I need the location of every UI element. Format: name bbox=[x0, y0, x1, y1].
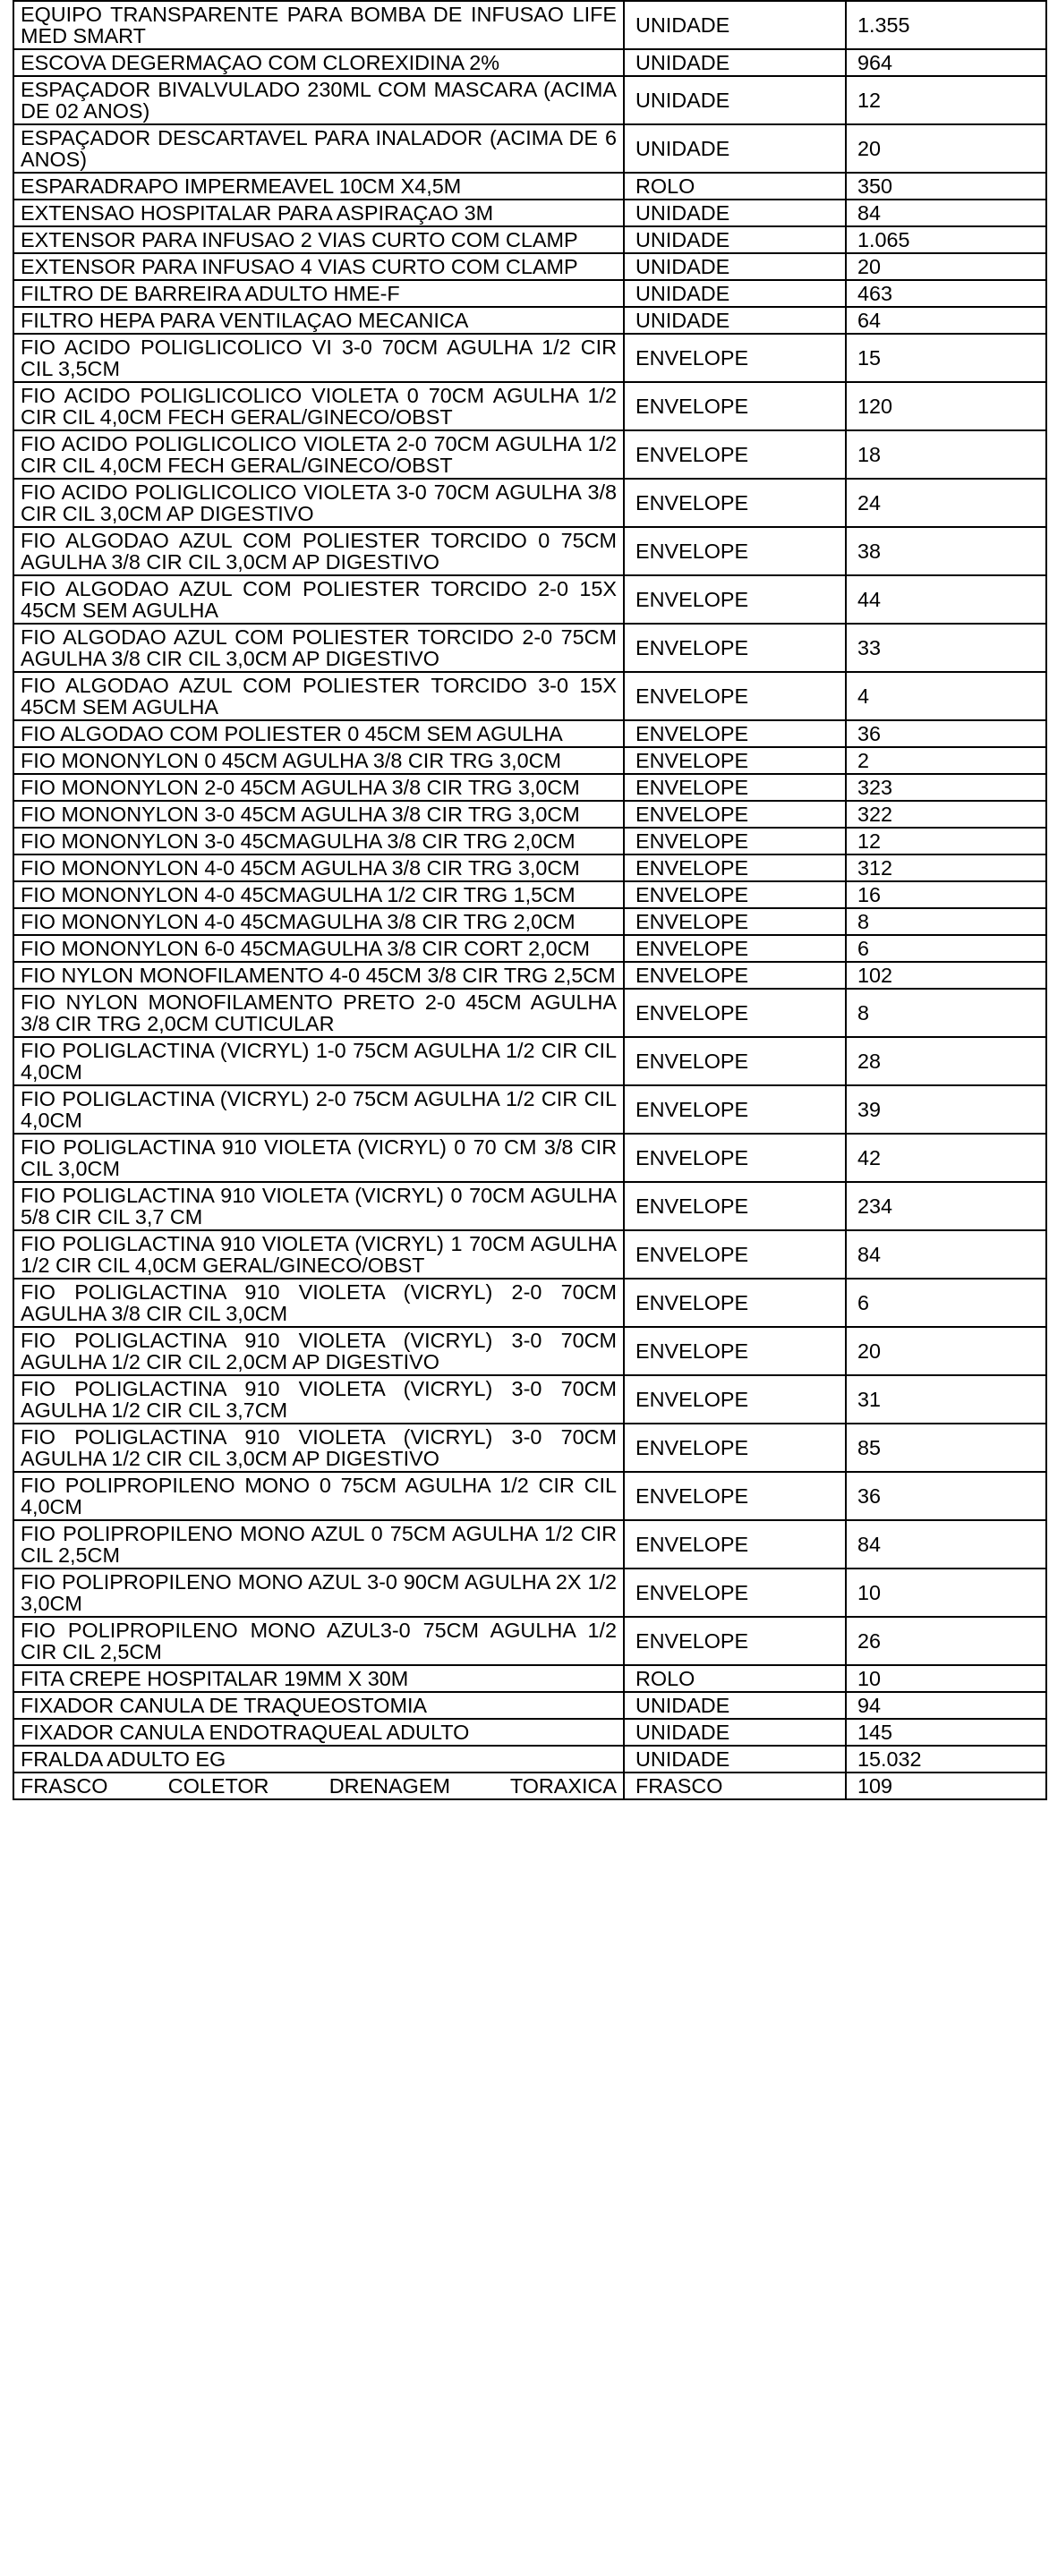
item-unit-cell: ENVELOPE bbox=[624, 672, 846, 720]
item-description-cell: FITA CREPE HOSPITALAR 19MM X 30M bbox=[13, 1665, 624, 1692]
item-description-cell: FIO ALGODAO COM POLIESTER 0 45CM SEM AGULHA bbox=[13, 720, 624, 747]
items-table-body bbox=[13, 1, 1046, 1799]
item-description-cell: FIO MONONYLON 4-0 45CMAGULHA 3/8 CIR TRG 2,0CM bbox=[13, 908, 624, 935]
item-quantity-cell: 120 bbox=[846, 382, 1046, 430]
item-unit-cell: ENVELOPE bbox=[624, 382, 846, 430]
item-quantity-cell: 15.032 bbox=[846, 1746, 1046, 1773]
item-unit-cell: ENVELOPE bbox=[624, 801, 846, 828]
table-row bbox=[13, 624, 1046, 672]
item-description-cell: FIO NYLON MONOFILAMENTO PRETO 2-0 45CM AGULHA 3/8 CIR TRG 2,0CM CUTICULAR bbox=[13, 989, 624, 1037]
item-unit-cell: UNIDADE bbox=[624, 253, 846, 280]
item-unit-cell: UNIDADE bbox=[624, 280, 846, 307]
item-quantity-cell: 42 bbox=[846, 1134, 1046, 1182]
table-row bbox=[13, 962, 1046, 989]
item-quantity-cell: 39 bbox=[846, 1085, 1046, 1134]
item-quantity-cell: 33 bbox=[846, 624, 1046, 672]
item-description-cell: FIO POLIGLACTINA 910 VIOLETA (VICRYL) 3-0 70CM AGULHA 1/2 CIR CIL 2,0CM AP DIGESTIVO bbox=[13, 1327, 624, 1375]
item-unit-cell: ENVELOPE bbox=[624, 854, 846, 881]
item-description-cell: FIO NYLON MONOFILAMENTO 4-0 45CM 3/8 CIR TRG 2,5CM bbox=[13, 962, 624, 989]
item-unit-cell: ENVELOPE bbox=[624, 1472, 846, 1520]
items-table bbox=[13, 0, 1047, 1800]
item-description-cell: FIO POLIGLACTINA (VICRYL) 2-0 75CM AGULHA 1/2 CIR CIL 4,0CM bbox=[13, 1085, 624, 1134]
item-quantity-cell: 44 bbox=[846, 575, 1046, 624]
item-description-cell: FIO ALGODAO AZUL COM POLIESTER TORCIDO 2-0 15X 45CM SEM AGULHA bbox=[13, 575, 624, 624]
item-description-cell: FIO POLIPROPILENO MONO AZUL3-0 75CM AGULHA 1/2 CIR CIL 2,5CM bbox=[13, 1617, 624, 1665]
item-unit-cell: ENVELOPE bbox=[624, 1617, 846, 1665]
item-quantity-cell: 8 bbox=[846, 908, 1046, 935]
item-unit-cell: ENVELOPE bbox=[624, 881, 846, 908]
table-row bbox=[13, 774, 1046, 801]
item-unit-cell: ENVELOPE bbox=[624, 1569, 846, 1617]
item-quantity-cell: 38 bbox=[846, 527, 1046, 575]
item-description-cell: FRALDA ADULTO EG bbox=[13, 1746, 624, 1773]
item-quantity-cell: 102 bbox=[846, 962, 1046, 989]
item-unit-cell: ENVELOPE bbox=[624, 1327, 846, 1375]
item-unit-cell: ENVELOPE bbox=[624, 962, 846, 989]
item-description-cell: FIO MONONYLON 4-0 45CMAGULHA 1/2 CIR TRG 1,5CM bbox=[13, 881, 624, 908]
item-unit-cell: ENVELOPE bbox=[624, 430, 846, 479]
item-quantity-cell: 12 bbox=[846, 828, 1046, 854]
item-quantity-cell: 4 bbox=[846, 672, 1046, 720]
table-row bbox=[13, 908, 1046, 935]
table-row bbox=[13, 1520, 1046, 1569]
table-row bbox=[13, 935, 1046, 962]
item-description-cell: FILTRO DE BARREIRA ADULTO HME-F bbox=[13, 280, 624, 307]
item-description-cell: ESPAÇADOR DESCARTAVEL PARA INALADOR (ACIMA DE 6 ANOS) bbox=[13, 124, 624, 173]
item-unit-cell: ENVELOPE bbox=[624, 1037, 846, 1085]
item-unit-cell: ENVELOPE bbox=[624, 334, 846, 382]
item-unit-cell: ENVELOPE bbox=[624, 1182, 846, 1230]
item-description-cell: FIO POLIGLACTINA 910 VIOLETA (VICRYL) 1 70CM AGULHA 1/2 CIR CIL 4,0CM GERAL/GINECO/OBST bbox=[13, 1230, 624, 1279]
item-unit-cell: ENVELOPE bbox=[624, 1085, 846, 1134]
item-description-cell: FIO ACIDO POLIGLICOLICO VIOLETA 2-0 70CM AGULHA 1/2 CIR CIL 4,0CM FECH GERAL/GINECO/OBST bbox=[13, 430, 624, 479]
item-quantity-cell: 24 bbox=[846, 479, 1046, 527]
item-unit-cell: UNIDADE bbox=[624, 1719, 846, 1746]
item-unit-cell: UNIDADE bbox=[624, 307, 846, 334]
item-description-cell: FIO POLIGLACTINA 910 VIOLETA (VICRYL) 3-0 70CM AGULHA 1/2 CIR CIL 3,7CM bbox=[13, 1375, 624, 1424]
item-description-cell: FIXADOR CANULA DE TRAQUEOSTOMIA bbox=[13, 1692, 624, 1719]
item-description-cell: FIO POLIGLACTINA 910 VIOLETA (VICRYL) 0 70CM AGULHA 5/8 CIR CIL 3,7 CM bbox=[13, 1182, 624, 1230]
item-unit-cell: ENVELOPE bbox=[624, 479, 846, 527]
table-row bbox=[13, 527, 1046, 575]
item-description-cell: FIO POLIPROPILENO MONO AZUL 3-0 90CM AGULHA 2X 1/2 3,0CM bbox=[13, 1569, 624, 1617]
table-row bbox=[13, 1617, 1046, 1665]
item-quantity-cell: 8 bbox=[846, 989, 1046, 1037]
table-row bbox=[13, 672, 1046, 720]
item-description-cell: FIO ALGODAO AZUL COM POLIESTER TORCIDO 3-0 15X 45CM SEM AGULHA bbox=[13, 672, 624, 720]
item-quantity-cell: 6 bbox=[846, 935, 1046, 962]
item-description-cell: FIO ACIDO POLIGLICOLICO VIOLETA 3-0 70CM AGULHA 3/8 CIR CIL 3,0CM AP DIGESTIVO bbox=[13, 479, 624, 527]
item-quantity-cell: 15 bbox=[846, 334, 1046, 382]
item-description-cell: EXTENSOR PARA INFUSAO 4 VIAS CURTO COM CLAMP bbox=[13, 253, 624, 280]
item-unit-cell: ENVELOPE bbox=[624, 1230, 846, 1279]
item-quantity-cell: 20 bbox=[846, 253, 1046, 280]
item-unit-cell: ENVELOPE bbox=[624, 720, 846, 747]
item-unit-cell: FRASCO bbox=[624, 1773, 846, 1799]
item-description-cell: FIO MONONYLON 3-0 45CMAGULHA 3/8 CIR TRG 2,0CM bbox=[13, 828, 624, 854]
item-quantity-cell: 64 bbox=[846, 307, 1046, 334]
item-quantity-cell: 350 bbox=[846, 173, 1046, 200]
item-unit-cell: ENVELOPE bbox=[624, 1424, 846, 1472]
item-unit-cell: ENVELOPE bbox=[624, 747, 846, 774]
item-description-cell: FIO MONONYLON 2-0 45CM AGULHA 3/8 CIR TRG 3,0CM bbox=[13, 774, 624, 801]
table-row bbox=[13, 307, 1046, 334]
item-unit-cell: UNIDADE bbox=[624, 1746, 846, 1773]
item-quantity-cell: 109 bbox=[846, 1773, 1046, 1799]
item-unit-cell: ENVELOPE bbox=[624, 774, 846, 801]
item-quantity-cell: 26 bbox=[846, 1617, 1046, 1665]
item-quantity-cell: 12 bbox=[846, 76, 1046, 124]
item-quantity-cell: 84 bbox=[846, 200, 1046, 226]
item-unit-cell: ENVELOPE bbox=[624, 1134, 846, 1182]
table-row bbox=[13, 1230, 1046, 1279]
item-unit-cell: ENVELOPE bbox=[624, 1279, 846, 1327]
item-unit-cell: UNIDADE bbox=[624, 124, 846, 173]
item-description-cell: FILTRO HEPA PARA VENTILAÇAO MECANICA bbox=[13, 307, 624, 334]
table-row bbox=[13, 1327, 1046, 1375]
table-row bbox=[13, 382, 1046, 430]
item-quantity-cell: 2 bbox=[846, 747, 1046, 774]
table-row bbox=[13, 226, 1046, 253]
item-quantity-cell: 36 bbox=[846, 1472, 1046, 1520]
table-row bbox=[13, 200, 1046, 226]
table-row bbox=[13, 801, 1046, 828]
item-quantity-cell: 145 bbox=[846, 1719, 1046, 1746]
item-description-cell: FIO POLIGLACTINA (VICRYL) 1-0 75CM AGULHA 1/2 CIR CIL 4,0CM bbox=[13, 1037, 624, 1085]
table-row bbox=[13, 1375, 1046, 1424]
item-description-cell: FIO POLIGLACTINA 910 VIOLETA (VICRYL) 3-0 70CM AGULHA 1/2 CIR CIL 3,0CM AP DIGESTIVO bbox=[13, 1424, 624, 1472]
item-description-cell: EXTENSAO HOSPITALAR PARA ASPIRAÇAO 3M bbox=[13, 200, 624, 226]
item-quantity-cell: 312 bbox=[846, 854, 1046, 881]
table-row bbox=[13, 575, 1046, 624]
item-quantity-cell: 234 bbox=[846, 1182, 1046, 1230]
item-description-cell: FRASCO COLETOR DRENAGEM TORAXICA bbox=[13, 1773, 624, 1799]
item-quantity-cell: 28 bbox=[846, 1037, 1046, 1085]
item-description-cell: FIO POLIPROPILENO MONO 0 75CM AGULHA 1/2 CIR CIL 4,0CM bbox=[13, 1472, 624, 1520]
table-row bbox=[13, 989, 1046, 1037]
item-unit-cell: ROLO bbox=[624, 1665, 846, 1692]
item-quantity-cell: 31 bbox=[846, 1375, 1046, 1424]
item-unit-cell: UNIDADE bbox=[624, 226, 846, 253]
item-unit-cell: ENVELOPE bbox=[624, 1520, 846, 1569]
item-unit-cell: UNIDADE bbox=[624, 49, 846, 76]
item-unit-cell: UNIDADE bbox=[624, 1, 846, 49]
table-row bbox=[13, 1692, 1046, 1719]
item-quantity-cell: 322 bbox=[846, 801, 1046, 828]
table-row bbox=[13, 854, 1046, 881]
item-description-cell: FIXADOR CANULA ENDOTRAQUEAL ADULTO bbox=[13, 1719, 624, 1746]
item-quantity-cell: 16 bbox=[846, 881, 1046, 908]
table-row bbox=[13, 881, 1046, 908]
item-quantity-cell: 964 bbox=[846, 49, 1046, 76]
item-quantity-cell: 6 bbox=[846, 1279, 1046, 1327]
item-quantity-cell: 18 bbox=[846, 430, 1046, 479]
item-quantity-cell: 323 bbox=[846, 774, 1046, 801]
table-row bbox=[13, 1085, 1046, 1134]
item-unit-cell: ENVELOPE bbox=[624, 935, 846, 962]
item-unit-cell: ENVELOPE bbox=[624, 1375, 846, 1424]
item-quantity-cell: 36 bbox=[846, 720, 1046, 747]
item-description-cell: FIO MONONYLON 0 45CM AGULHA 3/8 CIR TRG 3,0CM bbox=[13, 747, 624, 774]
item-unit-cell: UNIDADE bbox=[624, 76, 846, 124]
item-description-cell: FIO MONONYLON 3-0 45CM AGULHA 3/8 CIR TRG 3,0CM bbox=[13, 801, 624, 828]
table-row bbox=[13, 1569, 1046, 1617]
table-row bbox=[13, 124, 1046, 173]
table-row bbox=[13, 76, 1046, 124]
table-row bbox=[13, 280, 1046, 307]
item-unit-cell: ENVELOPE bbox=[624, 828, 846, 854]
table-row bbox=[13, 253, 1046, 280]
item-quantity-cell: 20 bbox=[846, 124, 1046, 173]
item-description-cell: ESPARADRAPO IMPERMEAVEL 10CM X4,5M bbox=[13, 173, 624, 200]
table-row bbox=[13, 1746, 1046, 1773]
item-unit-cell: UNIDADE bbox=[624, 1692, 846, 1719]
item-quantity-cell: 1.065 bbox=[846, 226, 1046, 253]
item-quantity-cell: 10 bbox=[846, 1665, 1046, 1692]
item-quantity-cell: 85 bbox=[846, 1424, 1046, 1472]
item-description-cell: FIO MONONYLON 6-0 45CMAGULHA 3/8 CIR CORT 2,0CM bbox=[13, 935, 624, 962]
item-unit-cell: ROLO bbox=[624, 173, 846, 200]
item-unit-cell: UNIDADE bbox=[624, 200, 846, 226]
table-row bbox=[13, 1472, 1046, 1520]
item-quantity-cell: 94 bbox=[846, 1692, 1046, 1719]
table-row bbox=[13, 1182, 1046, 1230]
item-description-cell: FIO POLIGLACTINA 910 VIOLETA (VICRYL) 0 70 CM 3/8 CIR CIL 3,0CM bbox=[13, 1134, 624, 1182]
item-unit-cell: ENVELOPE bbox=[624, 989, 846, 1037]
item-description-cell: FIO ACIDO POLIGLICOLICO VIOLETA 0 70CM AGULHA 1/2 CIR CIL 4,0CM FECH GERAL/GINECO/OBST bbox=[13, 382, 624, 430]
item-unit-cell: ENVELOPE bbox=[624, 527, 846, 575]
table-row bbox=[13, 430, 1046, 479]
item-description-cell: ESPAÇADOR BIVALVULADO 230ML COM MASCARA (ACIMA DE 02 ANOS) bbox=[13, 76, 624, 124]
table-row bbox=[13, 334, 1046, 382]
item-unit-cell: ENVELOPE bbox=[624, 624, 846, 672]
table-row bbox=[13, 1, 1046, 49]
item-quantity-cell: 10 bbox=[846, 1569, 1046, 1617]
item-description-cell: EXTENSOR PARA INFUSAO 2 VIAS CURTO COM CLAMP bbox=[13, 226, 624, 253]
table-row bbox=[13, 1719, 1046, 1746]
item-unit-cell: ENVELOPE bbox=[624, 575, 846, 624]
item-quantity-cell: 463 bbox=[846, 280, 1046, 307]
item-quantity-cell: 84 bbox=[846, 1520, 1046, 1569]
table-row bbox=[13, 1279, 1046, 1327]
item-description-cell: FIO POLIGLACTINA 910 VIOLETA (VICRYL) 2-0 70CM AGULHA 3/8 CIR CIL 3,0CM bbox=[13, 1279, 624, 1327]
item-quantity-cell: 84 bbox=[846, 1230, 1046, 1279]
item-description-cell: FIO MONONYLON 4-0 45CM AGULHA 3/8 CIR TRG 3,0CM bbox=[13, 854, 624, 881]
table-row bbox=[13, 720, 1046, 747]
item-description-cell: EQUIPO TRANSPARENTE PARA BOMBA DE INFUSAO LIFE MED SMART bbox=[13, 1, 624, 49]
table-row bbox=[13, 747, 1046, 774]
table-row bbox=[13, 1665, 1046, 1692]
item-description-cell: FIO ACIDO POLIGLICOLICO VI 3-0 70CM AGULHA 1/2 CIR CIL 3,5CM bbox=[13, 334, 624, 382]
table-row bbox=[13, 1773, 1046, 1799]
item-unit-cell: ENVELOPE bbox=[624, 908, 846, 935]
table-row bbox=[13, 173, 1046, 200]
item-description-cell: FIO ALGODAO AZUL COM POLIESTER TORCIDO 0 75CM AGULHA 3/8 CIR CIL 3,0CM AP DIGESTIVO bbox=[13, 527, 624, 575]
table-row bbox=[13, 828, 1046, 854]
table-row bbox=[13, 479, 1046, 527]
item-description-cell: ESCOVA DEGERMAÇAO COM CLOREXIDINA 2% bbox=[13, 49, 624, 76]
table-row bbox=[13, 49, 1046, 76]
item-quantity-cell: 1.355 bbox=[846, 1, 1046, 49]
table-row bbox=[13, 1134, 1046, 1182]
item-description-cell: FIO ALGODAO AZUL COM POLIESTER TORCIDO 2-0 75CM AGULHA 3/8 CIR CIL 3,0CM AP DIGESTIVO bbox=[13, 624, 624, 672]
table-row bbox=[13, 1424, 1046, 1472]
item-description-cell: FIO POLIPROPILENO MONO AZUL 0 75CM AGULHA 1/2 CIR CIL 2,5CM bbox=[13, 1520, 624, 1569]
item-quantity-cell: 20 bbox=[846, 1327, 1046, 1375]
table-row bbox=[13, 1037, 1046, 1085]
